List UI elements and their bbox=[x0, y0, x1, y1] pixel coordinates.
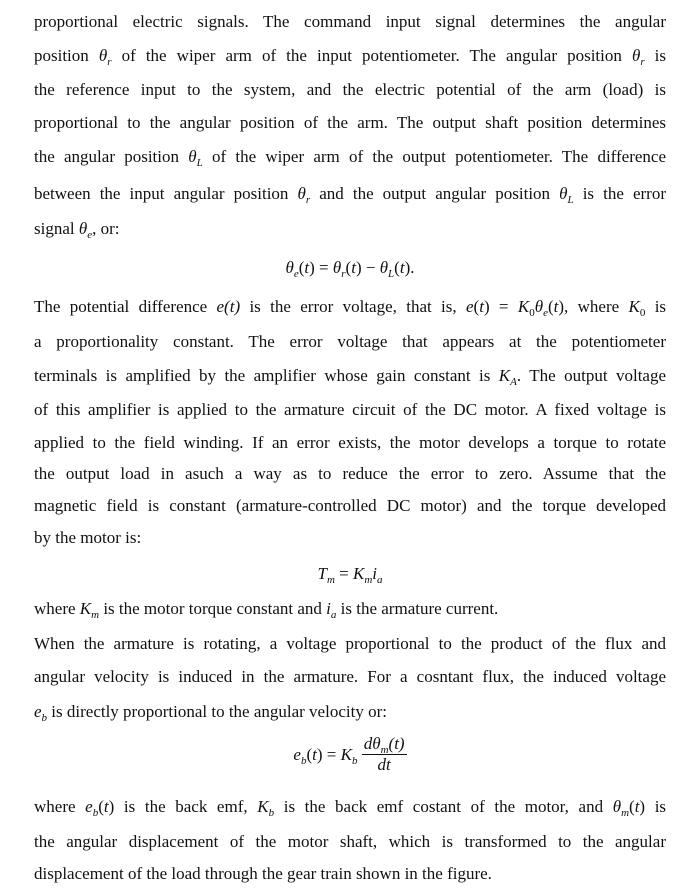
subscript: a bbox=[330, 609, 337, 621]
var-e-of-t: e(t) bbox=[216, 297, 241, 316]
var-e: e bbox=[85, 797, 93, 816]
theta-symbol: θ bbox=[78, 219, 88, 238]
var-t: t bbox=[479, 297, 484, 316]
text-run: terminals is amplified by the amplifier whose gain constant is bbox=[34, 366, 491, 385]
paragraph-line bbox=[34, 633, 666, 655]
var-t: t bbox=[304, 258, 310, 277]
text-run: magnetic field is constant (armature-controlled DC motor) and the torque developed bbox=[34, 496, 666, 515]
theta-symbol: θ bbox=[297, 184, 306, 203]
text-run: is bbox=[654, 46, 667, 65]
paragraph-line bbox=[34, 112, 666, 134]
theta-symbol: θ bbox=[332, 258, 342, 277]
paragraph-line bbox=[34, 218, 666, 240]
paragraph-line bbox=[34, 45, 666, 67]
var-K: K bbox=[628, 297, 640, 316]
fraction-numerator: $d\theta_m(t)$ bbox=[363, 734, 405, 756]
text-run: the angular position bbox=[34, 147, 180, 166]
subscript: e bbox=[543, 307, 548, 319]
theta-symbol: θ bbox=[612, 797, 622, 816]
var-t: t bbox=[351, 258, 356, 277]
var-t: t bbox=[103, 797, 109, 816]
text-run: the output load in asuch a way as to reduce the error to zero. Assume that the bbox=[34, 464, 666, 483]
text-run: is the error voltage, that is, bbox=[249, 297, 457, 316]
equation-torque: $T_m = K_mi_a$ bbox=[317, 564, 383, 586]
theta-symbol: θ bbox=[631, 46, 641, 65]
fraction-denominator bbox=[362, 755, 407, 775]
var-e: e bbox=[465, 297, 474, 316]
paragraph-line bbox=[34, 527, 666, 549]
text-run: is the motor torque constant and bbox=[103, 599, 322, 618]
text-run: is bbox=[654, 797, 667, 816]
text-run: angular velocity is induced in the armature. For a cosntant flux, the induced voltage bbox=[34, 667, 666, 686]
paragraph-line bbox=[34, 863, 666, 885]
text-run: the angular displacement of the motor shaft, which is transformed to the angular bbox=[34, 832, 666, 851]
text-run: proportional electric signals. The command input signal determines the angular bbox=[34, 12, 666, 31]
var-e: e bbox=[34, 702, 42, 721]
text-run: , where bbox=[564, 297, 620, 316]
theta-symbol: θ bbox=[372, 734, 381, 753]
text-run: and the output angular position bbox=[319, 184, 551, 203]
text-run: of the wiper arm of the output potentiometer. The difference bbox=[212, 147, 667, 166]
subscript: r bbox=[640, 56, 645, 68]
var-t: t bbox=[634, 797, 640, 816]
var-dt: dt bbox=[377, 755, 391, 774]
subscript: m bbox=[91, 609, 100, 621]
text-run: is the error bbox=[582, 184, 666, 203]
theta-symbol: θ bbox=[379, 258, 389, 277]
paragraph-line bbox=[34, 432, 666, 454]
var-K: K bbox=[79, 599, 92, 618]
theta-symbol: θ bbox=[534, 297, 544, 316]
subscript: e bbox=[87, 229, 93, 241]
text-run: is the back emf, bbox=[123, 797, 248, 816]
theta-symbol: θ bbox=[188, 147, 197, 166]
subscript: b bbox=[300, 754, 307, 767]
var-t: t bbox=[553, 297, 559, 316]
var-t: t bbox=[312, 744, 317, 764]
text-run: applied to the field winding. If an error exists, the motor develops a torque to rotate bbox=[34, 433, 666, 452]
paragraph-line bbox=[34, 183, 666, 205]
var-i: i bbox=[326, 599, 331, 618]
var-i: i bbox=[372, 564, 378, 583]
subscript: b bbox=[268, 807, 275, 819]
text-run: is bbox=[654, 297, 667, 316]
subscript: r bbox=[107, 56, 112, 68]
subscript: r bbox=[341, 268, 346, 280]
theta-symbol: θ bbox=[98, 46, 108, 65]
fraction bbox=[362, 734, 407, 775]
subscript: r bbox=[305, 194, 311, 206]
theta-symbol: θ bbox=[559, 184, 568, 203]
text-run: position bbox=[34, 46, 89, 65]
paragraph-line: where $e_b(t)$ is the back emf, $K_b$ is the back emf costant of the motor, and $\theta_m(t)$ is bbox=[34, 797, 667, 819]
equation-error-signal: $\theta_e(t) = \theta_r(t) - \theta_L(t)$. bbox=[285, 258, 415, 280]
text-run: When the armature is rotating, a voltage proportional to the product of the flux and bbox=[34, 634, 666, 653]
paragraph-line bbox=[34, 598, 666, 620]
var-T: T bbox=[317, 564, 327, 583]
var-K: K bbox=[257, 797, 269, 816]
subscript: 0 bbox=[639, 307, 646, 319]
paragraph-line bbox=[34, 365, 666, 387]
text-run: displacement of the load through the gear train shown in the figure. bbox=[34, 864, 492, 883]
text-run: is the back emf costant of the motor, and bbox=[283, 797, 604, 816]
text-run: where bbox=[34, 797, 76, 816]
subscript: b bbox=[41, 712, 48, 724]
subscript: m bbox=[380, 744, 389, 756]
var-K: K bbox=[498, 366, 511, 385]
paragraph-line bbox=[34, 331, 666, 353]
text-run: is the armature current. bbox=[340, 599, 499, 618]
text-run: by the motor is: bbox=[34, 528, 142, 547]
paragraph-line bbox=[34, 463, 666, 485]
inline-formula: $e(t) = K_0\theta_e(t)$ bbox=[465, 297, 565, 319]
text-run: of this amplifier is applied to the armature circuit of the DC motor. A fixed voltage is bbox=[34, 400, 666, 419]
subscript: b bbox=[92, 807, 99, 819]
theta-symbol: θ bbox=[285, 258, 294, 277]
text-run: where bbox=[34, 599, 76, 618]
paragraph-line bbox=[34, 11, 666, 33]
text-run: a proportionality constant. The error voltage that appears at the potentiometer bbox=[34, 332, 666, 351]
subscript: m bbox=[364, 574, 373, 586]
var-K: K bbox=[352, 564, 365, 583]
var-t: t bbox=[394, 734, 399, 753]
paragraph-line bbox=[34, 831, 666, 853]
text-run: between the input angular position bbox=[34, 184, 289, 203]
paragraph-line bbox=[34, 296, 666, 318]
text-run: of the wiper arm of the input potentiometer. The angular position bbox=[121, 46, 622, 65]
var-t: t bbox=[399, 258, 405, 277]
text-run: is directly proportional to the angular velocity or: bbox=[51, 702, 387, 721]
subscript: L bbox=[567, 194, 574, 206]
var-e: e bbox=[293, 744, 301, 764]
subscript: 0 bbox=[529, 307, 535, 319]
subscript: e bbox=[293, 268, 299, 280]
subscript: b bbox=[351, 754, 358, 767]
paragraph-line bbox=[34, 666, 666, 688]
var-K: K bbox=[517, 297, 530, 316]
paragraph-line bbox=[34, 495, 666, 517]
paragraph-line bbox=[34, 146, 666, 168]
paragraph-line bbox=[34, 79, 666, 101]
subscript: m bbox=[621, 807, 630, 819]
var-d: d bbox=[363, 734, 373, 753]
paragraph-line bbox=[34, 399, 666, 421]
subscript: L bbox=[196, 157, 203, 169]
text-run: . The output voltage bbox=[516, 366, 667, 385]
paragraph-line bbox=[34, 701, 666, 723]
text-run: proportional to the angular position of the arm. The output shaft position determines bbox=[34, 113, 666, 132]
var-K: K bbox=[340, 744, 352, 764]
subscript: m bbox=[326, 574, 335, 586]
subscript: a bbox=[377, 574, 383, 586]
text-run: signal bbox=[34, 219, 75, 238]
text-run: , or: bbox=[92, 219, 120, 238]
text-run: the reference input to the system, and the electric potential of the arm (load) is bbox=[34, 80, 666, 99]
equation-back-emf: $e_b(t) = K_b$ $\frac{d\theta_m(t)}{dt}$ bbox=[293, 734, 405, 774]
subscript: L bbox=[388, 268, 395, 280]
text-run: The potential difference bbox=[34, 297, 208, 316]
subscript: A bbox=[510, 376, 517, 388]
